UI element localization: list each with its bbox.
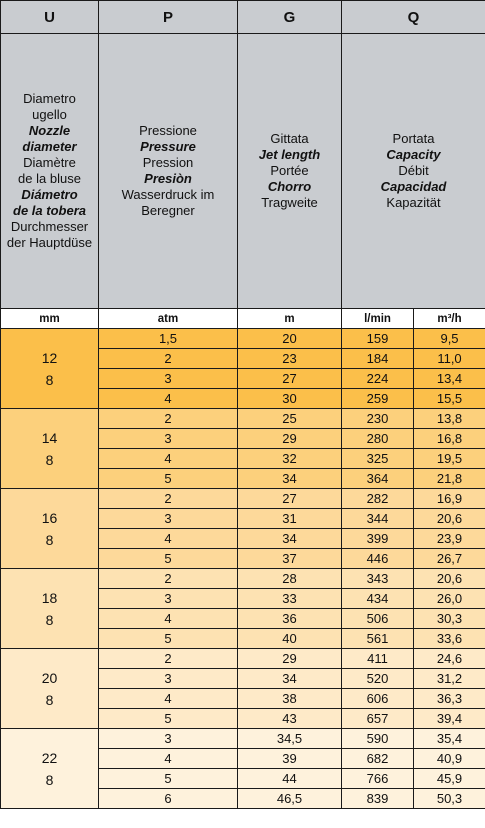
description-line: Capacidad	[380, 179, 447, 194]
table-row	[1, 649, 485, 669]
description-line: Capacity	[386, 147, 441, 162]
flow-lmin-cell: 259	[342, 389, 414, 409]
flow-m3h-cell: 23,9	[414, 529, 485, 549]
description-line: Beregner	[141, 203, 195, 218]
flow-m3h-cell: 11,0	[414, 349, 485, 369]
pressure-cell: 4	[99, 449, 238, 469]
jet-length-cell: 29	[238, 429, 342, 449]
jet-length-cell: 27	[238, 369, 342, 389]
description-line: Pressione	[139, 123, 197, 138]
flow-lmin-cell: 657	[342, 709, 414, 729]
jet-length-cell: 36	[238, 609, 342, 629]
description-line: der Hauptdüse	[6, 235, 93, 250]
nozzle-size-cell	[1, 729, 99, 809]
description-line: Portée	[270, 163, 309, 178]
pressure-cell: 4	[99, 689, 238, 709]
flow-lmin-cell: 364	[342, 469, 414, 489]
flow-m3h-cell: 20,6	[414, 509, 485, 529]
table-row	[1, 409, 485, 429]
description-line: Durchmesser	[10, 219, 89, 234]
description-line: de la tobera	[13, 203, 86, 218]
unit-l-min: l/min	[342, 309, 414, 329]
jet-length-description	[238, 34, 342, 309]
flow-lmin-cell: 282	[342, 489, 414, 509]
flow-lmin-cell: 399	[342, 529, 414, 549]
nozzle-diameter-value: 12	[41, 349, 58, 366]
flow-lmin-cell: 839	[342, 789, 414, 809]
jet-length-cell: 40	[238, 629, 342, 649]
description-header-row	[1, 34, 485, 309]
flow-m3h-cell: 26,0	[414, 589, 485, 609]
nozzle-size-cell	[1, 649, 99, 729]
jet-length-cell: 23	[238, 349, 342, 369]
pressure-cell: 5	[99, 709, 238, 729]
jet-length-cell: 29	[238, 649, 342, 669]
nozzle-secondary-value: 8	[45, 531, 54, 548]
jet-length-cell: 34	[238, 469, 342, 489]
flow-lmin-cell: 434	[342, 589, 414, 609]
jet-length-cell: 32	[238, 449, 342, 469]
flow-lmin-cell: 344	[342, 509, 414, 529]
nozzle-diameter-description	[1, 34, 99, 309]
flow-m3h-cell: 30,3	[414, 609, 485, 629]
flow-m3h-cell: 26,7	[414, 549, 485, 569]
jet-length-cell: 37	[238, 549, 342, 569]
jet-length-cell: 39	[238, 749, 342, 769]
nozzle-secondary-value: 8	[45, 371, 54, 388]
jet-length-cell: 20	[238, 329, 342, 349]
pressure-cell: 2	[99, 569, 238, 589]
pressure-cell: 6	[99, 789, 238, 809]
flow-m3h-cell: 36,3	[414, 689, 485, 709]
jet-length-cell: 44	[238, 769, 342, 789]
pressure-cell: 2	[99, 349, 238, 369]
flow-lmin-cell: 343	[342, 569, 414, 589]
pressure-cell: 3	[99, 729, 238, 749]
pressure-cell: 3	[99, 589, 238, 609]
pressure-cell: 1,5	[99, 329, 238, 349]
jet-length-cell: 34	[238, 669, 342, 689]
nozzle-diameter-value: 20	[41, 669, 58, 686]
pressure-cell: 5	[99, 629, 238, 649]
table-row	[1, 329, 485, 349]
nozzle-diameter-value: 18	[41, 589, 58, 606]
flow-lmin-cell: 590	[342, 729, 414, 749]
jet-length-cell: 30	[238, 389, 342, 409]
column-letter-u: U	[1, 1, 99, 34]
flow-m3h-cell: 13,4	[414, 369, 485, 389]
jet-length-cell: 34,5	[238, 729, 342, 749]
flow-lmin-cell: 230	[342, 409, 414, 429]
table-row	[1, 569, 485, 589]
pressure-cell: 4	[99, 609, 238, 629]
table-row	[1, 729, 485, 749]
jet-length-cell: 31	[238, 509, 342, 529]
flow-lmin-cell: 682	[342, 749, 414, 769]
nozzle-diameter-value: 22	[41, 749, 58, 766]
description-line: Diametro	[23, 91, 76, 106]
nozzle-diameter-value: 16	[41, 509, 58, 526]
nozzle-secondary-value: 8	[45, 611, 54, 628]
flow-lmin-cell: 766	[342, 769, 414, 789]
flow-m3h-cell: 31,2	[414, 669, 485, 689]
flow-m3h-cell: 33,6	[414, 629, 485, 649]
flow-lmin-cell: 184	[342, 349, 414, 369]
description-line: Wasserdruck im	[121, 187, 215, 202]
nozzle-diameter-value: 14	[41, 429, 58, 446]
description-line: Nozzle	[28, 123, 71, 138]
flow-lmin-cell: 506	[342, 609, 414, 629]
column-letter-q: Q	[342, 1, 485, 34]
flow-lmin-cell: 446	[342, 549, 414, 569]
flow-m3h-cell: 20,6	[414, 569, 485, 589]
flow-m3h-cell: 16,8	[414, 429, 485, 449]
flow-m3h-cell: 45,9	[414, 769, 485, 789]
jet-length-cell: 38	[238, 689, 342, 709]
description-line: Presiòn	[144, 171, 192, 186]
flow-lmin-cell: 606	[342, 689, 414, 709]
flow-m3h-cell: 9,5	[414, 329, 485, 349]
flow-m3h-cell: 13,8	[414, 409, 485, 429]
flow-lmin-cell: 159	[342, 329, 414, 349]
pressure-cell: 4	[99, 749, 238, 769]
flow-m3h-cell: 16,9	[414, 489, 485, 509]
nozzle-secondary-value: 8	[45, 771, 54, 788]
pressure-cell: 3	[99, 509, 238, 529]
description-line: Chorro	[267, 179, 312, 194]
flow-lmin-cell: 561	[342, 629, 414, 649]
pressure-cell: 2	[99, 489, 238, 509]
flow-m3h-cell: 35,4	[414, 729, 485, 749]
pressure-cell: 5	[99, 469, 238, 489]
jet-length-cell: 25	[238, 409, 342, 429]
description-line: Jet length	[258, 147, 321, 162]
description-line: diameter	[22, 139, 77, 154]
flow-m3h-cell: 40,9	[414, 749, 485, 769]
pressure-cell: 3	[99, 669, 238, 689]
jet-length-cell: 33	[238, 589, 342, 609]
nozzle-size-cell	[1, 329, 99, 409]
description-line: Gittata	[270, 131, 309, 146]
nozzle-size-cell	[1, 489, 99, 569]
jet-length-cell: 34	[238, 529, 342, 549]
pressure-cell: 3	[99, 429, 238, 449]
description-line: Tragweite	[261, 195, 318, 210]
description-line: Kapazität	[386, 195, 441, 210]
flow-lmin-cell: 520	[342, 669, 414, 689]
flow-m3h-cell: 21,8	[414, 469, 485, 489]
capacity-description	[342, 34, 485, 309]
flow-lmin-cell: 224	[342, 369, 414, 389]
nozzle-secondary-value: 8	[45, 691, 54, 708]
pressure-cell: 5	[99, 769, 238, 789]
nozzle-size-cell	[1, 569, 99, 649]
description-line: Débit	[398, 163, 429, 178]
description-line: de la bluse	[18, 171, 81, 186]
jet-length-cell: 28	[238, 569, 342, 589]
pressure-description	[99, 34, 238, 309]
flow-m3h-cell: 50,3	[414, 789, 485, 809]
jet-length-cell: 46,5	[238, 789, 342, 809]
pressure-cell: 2	[99, 649, 238, 669]
column-letter-g: G	[238, 1, 342, 34]
description-line: Diamètre	[23, 155, 76, 170]
pressure-cell: 4	[99, 529, 238, 549]
unit-atm: atm	[99, 309, 238, 329]
jet-length-cell: 43	[238, 709, 342, 729]
flow-lmin-cell: 280	[342, 429, 414, 449]
nozzle-size-cell	[1, 409, 99, 489]
flow-lmin-cell: 325	[342, 449, 414, 469]
flow-m3h-cell: 15,5	[414, 389, 485, 409]
flow-m3h-cell: 39,4	[414, 709, 485, 729]
pressure-cell: 2	[99, 409, 238, 429]
description-line: ugello	[32, 107, 67, 122]
description-line: Pressure	[140, 139, 196, 154]
units-row	[1, 309, 485, 329]
unit-mm: mm	[1, 309, 99, 329]
table-row	[1, 489, 485, 509]
column-letter-p: P	[99, 1, 238, 34]
pressure-cell: 3	[99, 369, 238, 389]
description-line: Diámetro	[21, 187, 78, 202]
flow-m3h-cell: 19,5	[414, 449, 485, 469]
flow-m3h-cell: 24,6	[414, 649, 485, 669]
jet-length-cell: 27	[238, 489, 342, 509]
description-line: Pression	[142, 155, 194, 170]
pressure-cell: 5	[99, 549, 238, 569]
unit-m: m	[238, 309, 342, 329]
letter-header-row	[1, 1, 485, 34]
description-line: Portata	[392, 131, 435, 146]
flow-lmin-cell: 411	[342, 649, 414, 669]
unit-m3-h: m³/h	[414, 309, 485, 329]
pressure-cell: 4	[99, 389, 238, 409]
nozzle-secondary-value: 8	[45, 451, 54, 468]
